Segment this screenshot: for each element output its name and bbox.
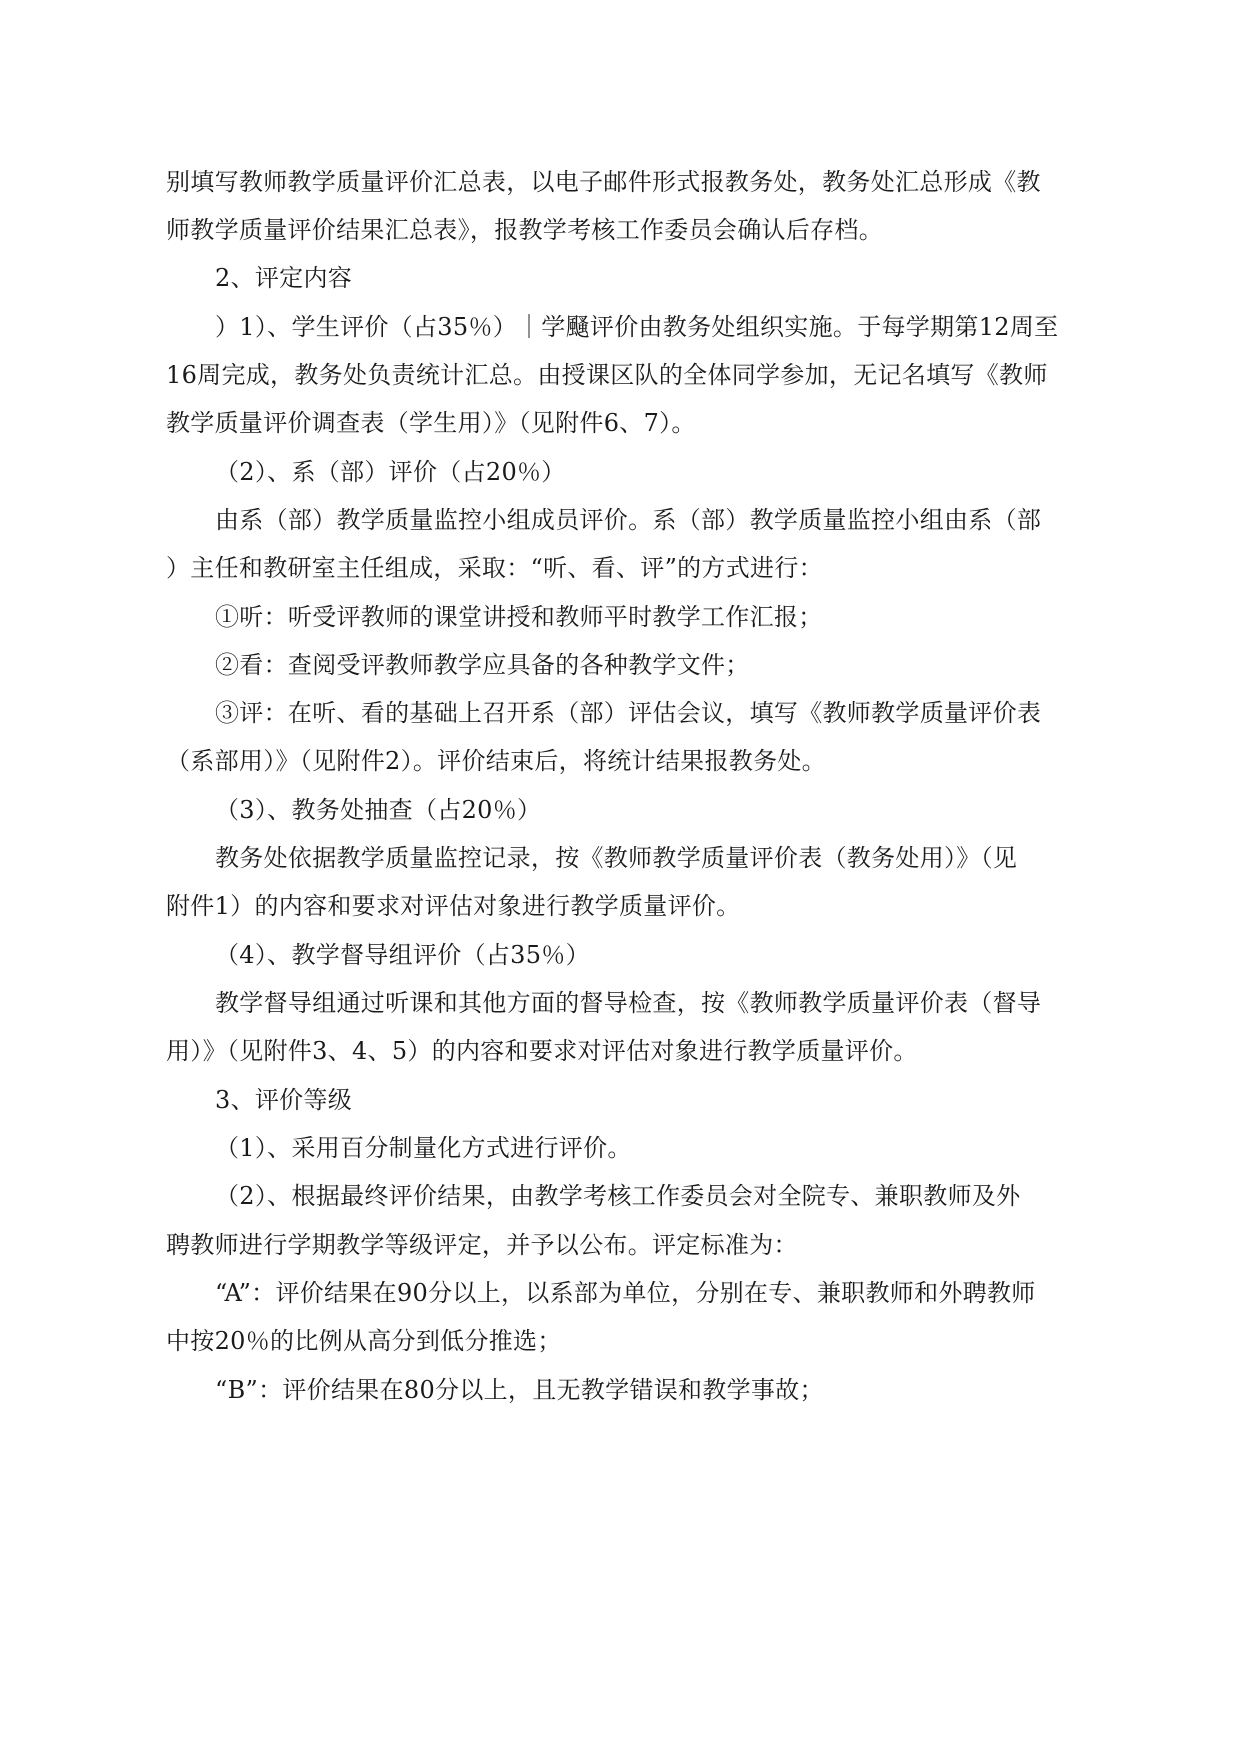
paragraph-line: （1）、采用百分制量化方式进行评价。 [215, 1134, 632, 1162]
paragraph-line: 用）》（见附件3、4、5）的内容和要求对评估对象进行教学质量评价。 [166, 1037, 918, 1065]
paragraph-line: 教务处依据教学质量监控记录，按《教师教学质量评价表（教务处用）》（见 [215, 844, 1018, 872]
paragraph-line: 师教学质量评价结果汇总表》，报教学考核工作委员会确认后存档。 [166, 216, 883, 244]
paragraph-line: 聘教师进行学期教学等级评定，并予以公布。评定标准为： [166, 1231, 798, 1259]
section-heading: 3、评价等级 [215, 1086, 353, 1114]
grade-criteria-line: “A”：评价结果在90分以上，以系部为单位，分别在专、兼职教师和外聘教师 [215, 1279, 1036, 1307]
list-item: ③评：在听、看的基础上召开系（部）评估会议，填写《教师教学质量评价表 [215, 699, 1042, 727]
paragraph-line: 中按20％的比例从高分到低分推选； [166, 1327, 562, 1355]
subsection-heading: （4）、教学督导组评价（占35％） [215, 941, 590, 969]
paragraph-line: ）1）、学生评价（占35％）｜学颾评价由教务处组织实施。于每学期第12周至 [215, 313, 1059, 341]
paragraph-line: 教学督导组通过听课和其他方面的督导检查，按《教师教学质量评价表（督导 [215, 989, 1042, 1017]
paragraph-line: （2）、根据最终评价结果，由教学考核工作委员会对全院专、兼职教师及外 [215, 1182, 1021, 1210]
list-item: ②看：查阅受评教师教学应具备的各种教学文件； [215, 651, 750, 679]
subsection-heading: （3）、教务处抽查（占20％） [215, 796, 542, 824]
list-item: ①听：听受评教师的课堂讲授和教师平时教学工作汇报； [215, 603, 823, 631]
subsection-heading: （2）、系（部）评价（占20％） [215, 458, 566, 486]
paragraph-line: 教学质量评价调查表（学生用）》（见附件6、7）。 [166, 409, 696, 437]
grade-criteria-line: “B”：评价结果在80分以上，且无教学错误和教学事故； [215, 1376, 824, 1404]
paragraph-line: 附件1）的内容和要求对评估对象进行教学质量评价。 [166, 892, 741, 920]
paragraph-line: 16周完成，教务处负责统计汇总。由授课区队的全体同学参加，无记名填写《教师 [166, 361, 1048, 389]
paragraph-line: 别填写教师教学质量评价汇总表，以电子邮件形式报教务处，教务处汇总形成《教 [166, 168, 1041, 196]
section-heading: 2、评定内容 [215, 264, 353, 292]
paragraph-line: 由系（部）教学质量监控小组成员评价。系（部）教学质量监控小组由系（部 [215, 506, 1042, 534]
paragraph-line: ）主任和教研室主任组成，采取：“听、看、评”的方式进行： [166, 554, 823, 582]
paragraph-line: （系部用）》（见附件2）。评价结束后，将统计结果报教务处。 [166, 747, 826, 775]
